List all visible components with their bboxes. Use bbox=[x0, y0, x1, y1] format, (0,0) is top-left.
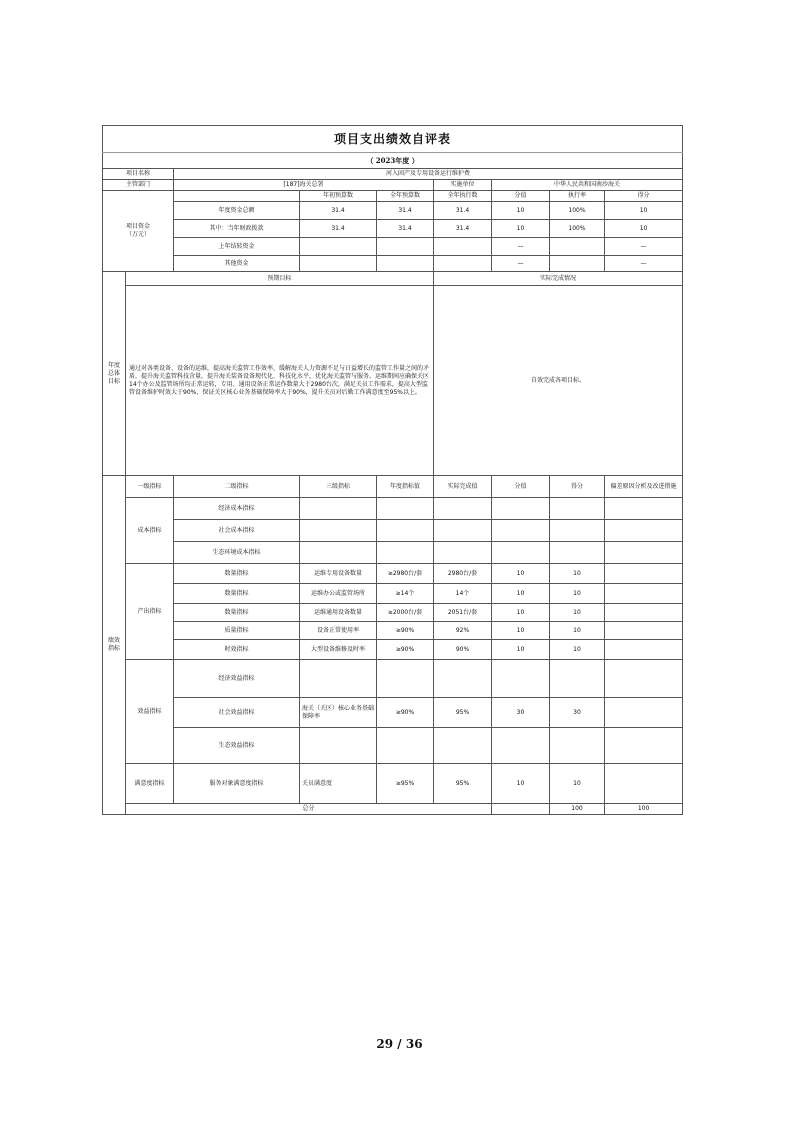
satisfaction-actual: 95% bbox=[434, 764, 492, 804]
impl-value: 中华人民共和国南沙海关 bbox=[492, 180, 683, 191]
funds-cell: 31.4 bbox=[377, 202, 434, 220]
benefit-l2: 社会效益指标 bbox=[174, 698, 300, 728]
funds-cell: — bbox=[492, 256, 550, 272]
funds-cell bbox=[434, 256, 492, 272]
funds-row-name: 上年结转资金 bbox=[174, 238, 300, 256]
benefit-target: ≥90% bbox=[377, 698, 434, 728]
output-l2: 数量指标 bbox=[174, 584, 300, 604]
cost-indicator: 成本指标 bbox=[126, 498, 174, 564]
goals-label: 年度 总体 目标 bbox=[103, 272, 126, 476]
benefit-target bbox=[377, 728, 434, 764]
total-score: 100 bbox=[605, 804, 683, 815]
funds-header: 分值 bbox=[492, 191, 550, 202]
funds-header: 执行率 bbox=[550, 191, 605, 202]
funds-cell: 31.4 bbox=[434, 220, 492, 238]
output-l2: 时效指标 bbox=[174, 640, 300, 660]
output-l3: 运维通用设备数量 bbox=[300, 604, 377, 622]
output-score: 10 bbox=[550, 640, 605, 660]
dept-label: 主管部门 bbox=[103, 180, 174, 191]
output-score: 10 bbox=[550, 604, 605, 622]
benefit-target bbox=[377, 660, 434, 698]
page-number: 29 / 36 bbox=[376, 1037, 423, 1051]
benefit-l3 bbox=[300, 728, 377, 764]
cost-l2: 经济成本指标 bbox=[174, 498, 300, 520]
benefit-indicator: 效益指标 bbox=[126, 660, 174, 764]
funds-cell bbox=[377, 238, 434, 256]
perf-header: 二级指标 bbox=[174, 476, 300, 498]
evaluation-table bbox=[102, 125, 683, 815]
output-l2: 质量指标 bbox=[174, 622, 300, 640]
perf-header: 得分 bbox=[550, 476, 605, 498]
output-weight: 10 bbox=[492, 622, 550, 640]
cost-l2: 社会成本指标 bbox=[174, 520, 300, 542]
funds-header: 全年执行数 bbox=[434, 191, 492, 202]
self-evaluation-sheet bbox=[102, 125, 682, 815]
funds-cell: 31.4 bbox=[434, 202, 492, 220]
output-target: ≥2980台/套 bbox=[377, 564, 434, 584]
output-target: ≥90% bbox=[377, 622, 434, 640]
output-target: ≥90% bbox=[377, 640, 434, 660]
total-label: 总分 bbox=[126, 804, 492, 815]
benefit-score: 30 bbox=[550, 698, 605, 728]
expected-goal-header: 预期目标 bbox=[126, 272, 434, 286]
form-year: （ 2023年度 ） bbox=[103, 153, 683, 169]
funds-row-name: 其他资金 bbox=[174, 256, 300, 272]
benefit-l2: 生态效益指标 bbox=[174, 728, 300, 764]
expected-goal-text: 通过对各类设备、设备的运维，提高海关监管工作效率，缓解海关人力资源不足与日益增长的监管工作量之间的矛盾，提升海关监管科技含量，提升海关装备设备现代化、科技化水平，优化海关监管与服务。运维期间应确保关区14个办公及监管场所均正常运转，专用、通用设备正常运作数量大于2980台次，满足关员工作需求，提高大型监管设备维护时效大于90%，保证关区核心业务基础保障率大于90%，提升关员对后勤工作满意度至95%以上。 bbox=[126, 286, 434, 476]
funds-cell: — bbox=[605, 238, 683, 256]
funds-cell: 10 bbox=[605, 220, 683, 238]
output-indicator: 产出指标 bbox=[126, 564, 174, 660]
funds-row-name: 年度资金总额 bbox=[174, 202, 300, 220]
benefit-score bbox=[550, 728, 605, 764]
actual-goal-header: 实际完成情况 bbox=[434, 272, 683, 286]
benefit-actual bbox=[434, 660, 492, 698]
benefit-weight bbox=[492, 728, 550, 764]
funds-header: 年初预算数 bbox=[300, 191, 377, 202]
perf-header: 三级指标 bbox=[300, 476, 377, 498]
funds-cell: — bbox=[605, 256, 683, 272]
output-weight: 10 bbox=[492, 640, 550, 660]
funds-cell: 10 bbox=[492, 220, 550, 238]
perf-header: 偏差原因分析及改进措施 bbox=[605, 476, 683, 498]
funds-cell bbox=[300, 238, 377, 256]
satisfaction-indicator: 满意度指标 bbox=[126, 764, 174, 804]
benefit-weight: 30 bbox=[492, 698, 550, 728]
funds-cell bbox=[550, 238, 605, 256]
output-weight: 10 bbox=[492, 584, 550, 604]
output-weight: 10 bbox=[492, 604, 550, 622]
funds-cell bbox=[434, 238, 492, 256]
funds-header: 得分 bbox=[605, 191, 683, 202]
perf-header: 实际完成值 bbox=[434, 476, 492, 498]
satisfaction-l3: 关员满意度 bbox=[300, 764, 377, 804]
benefit-weight bbox=[492, 660, 550, 698]
output-actual: 2980台/套 bbox=[434, 564, 492, 584]
output-actual: 92% bbox=[434, 622, 492, 640]
funds-cell: 100% bbox=[550, 220, 605, 238]
benefit-actual: 95% bbox=[434, 698, 492, 728]
output-score: 10 bbox=[550, 622, 605, 640]
funds-cell: — bbox=[492, 238, 550, 256]
benefit-score bbox=[550, 660, 605, 698]
funds-label: 项目资金 （万元） bbox=[103, 191, 174, 272]
perf-header: 分值 bbox=[492, 476, 550, 498]
cost-l2: 生态环境成本指标 bbox=[174, 542, 300, 564]
satisfaction-l2: 服务对象满意度指标 bbox=[174, 764, 300, 804]
output-l2: 数量指标 bbox=[174, 604, 300, 622]
funds-cell: 31.4 bbox=[377, 220, 434, 238]
total-weight: 100 bbox=[550, 804, 605, 815]
output-target: ≥2000台/套 bbox=[377, 604, 434, 622]
output-score: 10 bbox=[550, 584, 605, 604]
output-l2: 数量指标 bbox=[174, 564, 300, 584]
funds-cell bbox=[377, 256, 434, 272]
funds-cell: 10 bbox=[605, 202, 683, 220]
funds-cell: 10 bbox=[492, 202, 550, 220]
output-l3: 大型设备维修及时率 bbox=[300, 640, 377, 660]
impl-label: 实施单位 bbox=[434, 180, 492, 191]
output-actual: 14个 bbox=[434, 584, 492, 604]
funds-cell: 100% bbox=[550, 202, 605, 220]
actual-goal-text: 自效完成各项目标。 bbox=[434, 286, 683, 476]
project-name-value: 河入固产及专用设备运行维护费 bbox=[174, 169, 683, 180]
perf-label: 绩效 指标 bbox=[103, 476, 126, 815]
output-l3: 运维专用设备数量 bbox=[300, 564, 377, 584]
satisfaction-score: 10 bbox=[550, 764, 605, 804]
perf-header: 一级指标 bbox=[126, 476, 174, 498]
funds-cell bbox=[300, 256, 377, 272]
benefit-actual bbox=[434, 728, 492, 764]
output-score: 10 bbox=[550, 564, 605, 584]
perf-header: 年度指标值 bbox=[377, 476, 434, 498]
project-name-label: 项目名称 bbox=[103, 169, 174, 180]
benefit-l3: 海关（关区）核心业务基础保障率 bbox=[300, 698, 377, 728]
funds-cell bbox=[550, 256, 605, 272]
benefit-l3 bbox=[300, 660, 377, 698]
output-l3: 设备正常使用率 bbox=[300, 622, 377, 640]
output-actual: 90% bbox=[434, 640, 492, 660]
form-title: 项目支出绩效自评表 bbox=[103, 126, 683, 153]
funds-cell: 31.4 bbox=[300, 220, 377, 238]
dept-value: [187]海关总署 bbox=[174, 180, 434, 191]
benefit-l2: 经济效益指标 bbox=[174, 660, 300, 698]
satisfaction-weight: 10 bbox=[492, 764, 550, 804]
satisfaction-target: ≥95% bbox=[377, 764, 434, 804]
output-target: ≥14个 bbox=[377, 584, 434, 604]
funds-header: 全年预算数 bbox=[377, 191, 434, 202]
funds-cell: 31.4 bbox=[300, 202, 377, 220]
output-weight: 10 bbox=[492, 564, 550, 584]
output-actual: 2051台/套 bbox=[434, 604, 492, 622]
funds-row-name: 其中：当年财政拨款 bbox=[174, 220, 300, 238]
output-l3: 运维办公或监管场所 bbox=[300, 584, 377, 604]
